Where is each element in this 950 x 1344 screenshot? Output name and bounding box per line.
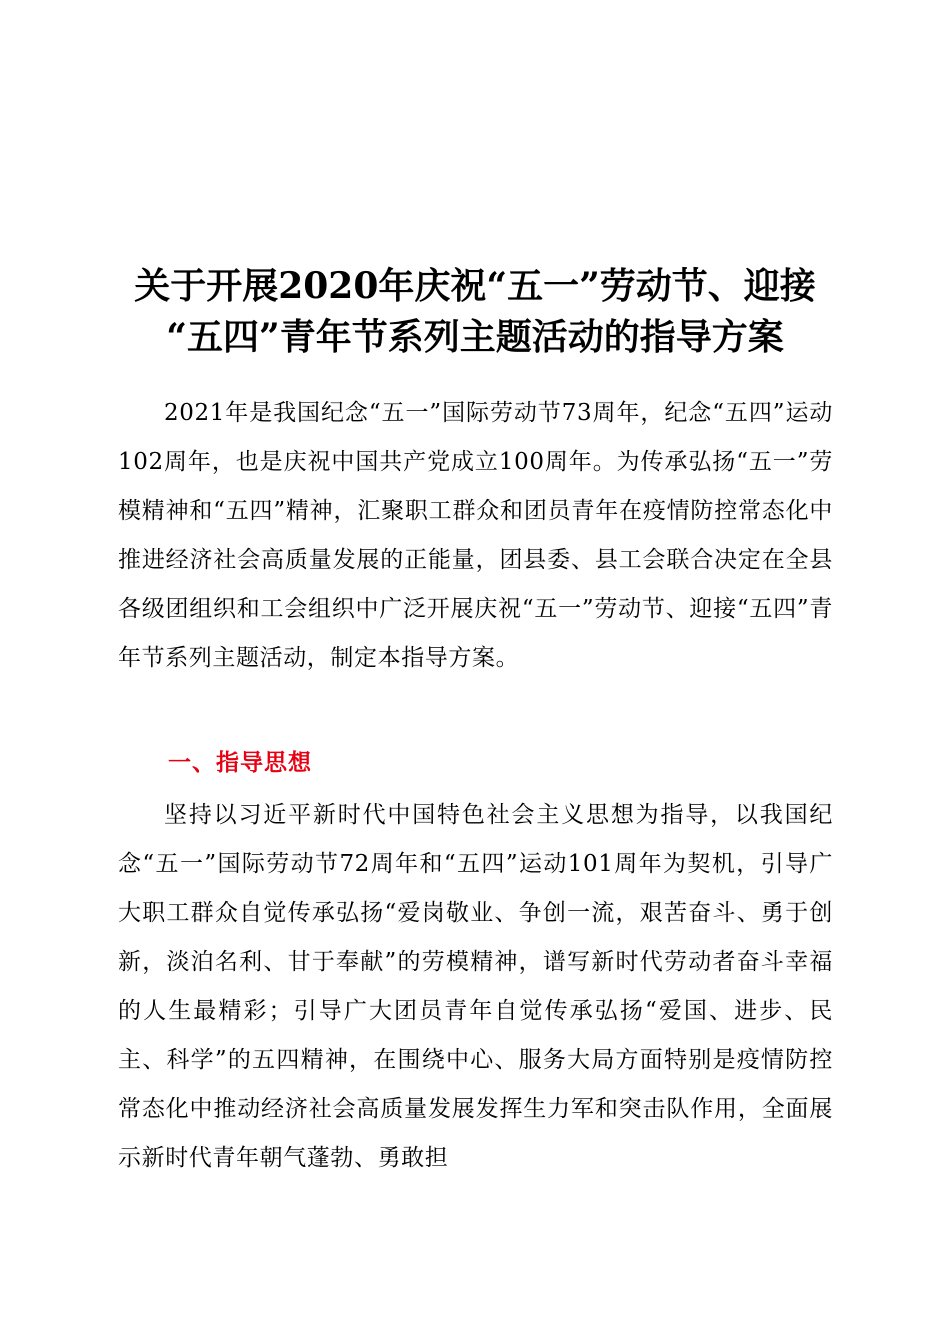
section-1-heading: 一、指导思想 — [168, 750, 312, 776]
document-title-line-1: 关于开展2020年庆祝“五一”劳动节、迎接 — [134, 265, 816, 307]
section-1-paragraph: 坚持以习近平新时代中国特色社会主义思想为指导，以我国纪念“五一”国际劳动节72周年和“五四”运动101周年为契机，引导广大职工群众自觉传承弘扬“爱岗敬业、争创一流，艰苦奋斗、勇于创新，淡泊名利、甘于奉献”的劳模精神，谱写新时代劳动者奋斗幸福的人生最精彩；引导广大团员青年自觉传承弘扬“爱国、进步、民主、科学”的五四精神，在围绕中心、服务大局方面特别是疫情防控常态化中推动经济社会高质量发展发挥生力军和突击队作用，全面展示新时代青年朝气蓬勃、勇敢担 — [118, 802, 833, 1171]
intro-paragraph: 2021年是我国纪念“五一”国际劳动节73周年，纪念“五四”运动102周年，也是庆祝中国共产党成立100周年。为传承弘扬“五一”劳模精神和“五四”精神，汇聚职工群众和团员青年在疫情防控常态化中推进经济社会高质量发展的正能量，团县委、县工会联合决定在全县各级团组织和工会组织中广泛开展庆祝“五一”劳动节、迎接“五四”青年节系列主题活动，制定本指导方案。 — [118, 400, 833, 671]
document-title-line-2: “五四”青年节系列主题活动的指导方案 — [166, 316, 784, 358]
